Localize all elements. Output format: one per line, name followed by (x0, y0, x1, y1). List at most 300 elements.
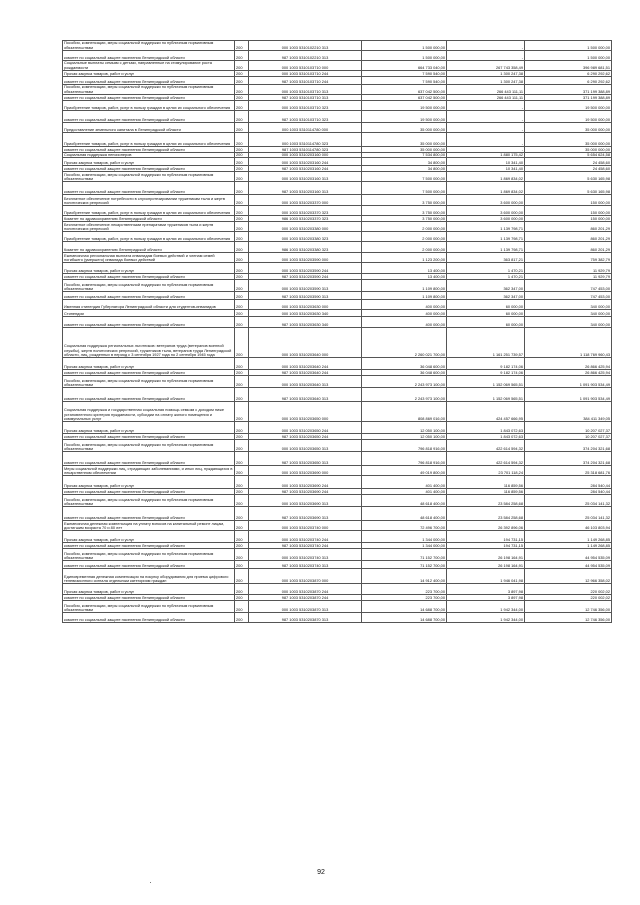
row-name: Приобретение товаров, работ, услуг в пользу граждан в целях их социального обеспечения (63, 232, 235, 242)
row-executed-amount: 1 152 069 565,51 (447, 376, 525, 388)
row-code: 200 (235, 613, 249, 623)
row-code: 200 (235, 71, 249, 77)
page-number: 92 (317, 869, 325, 876)
row-remaining-amount: 220 002,02 (525, 595, 612, 601)
row-remaining-amount: 26 866 425,94 (525, 370, 612, 376)
row-executed-amount: 1 942 344,00 (447, 601, 525, 613)
row-remaining-amount: 1 149 268,85 (525, 531, 612, 543)
row-executed-amount: 1 470,21 (447, 263, 525, 274)
row-kbk: 987 1003 5310103710 313 (249, 95, 362, 101)
row-kbk: 987 1003 5310203650 244 (249, 434, 362, 440)
row-plan-amount: 2 000 000,00 (362, 222, 447, 232)
row-code: 200 (235, 476, 249, 489)
row-remaining-amount: 44 954 535,09 (525, 561, 612, 569)
row-executed-amount: 1 942 344,00 (447, 613, 525, 623)
row-executed-amount: 26 198 164,91 (447, 549, 525, 561)
row-remaining-amount: 1 500 000,00 (525, 51, 612, 61)
row-name: Именная стипендия Губернатора Ленинградской области для студентов-инвалидов (63, 300, 235, 310)
table-row (63, 222, 612, 232)
row-name: Приобретение товаров, работ, услуг в пользу граждан в целях их социального обеспечения (63, 101, 235, 111)
row-code: 200 (235, 440, 249, 452)
row-executed-amount: 116 859,56 (447, 489, 525, 495)
row-name: Предоставление земельного капитала в Ленинградской области (63, 123, 235, 133)
row-plan-amount: 2 243 973 100,00 (362, 376, 447, 388)
row-executed-amount: 116 859,56 (447, 476, 525, 489)
row-remaining-amount: 340 000,00 (525, 310, 612, 317)
row-kbk: 000 1003 5310203590 244 (249, 263, 362, 274)
row-plan-amount: 1 500 000,00 (362, 41, 447, 51)
row-name: комитет по социальной защите населения Ленинградской области (63, 452, 235, 466)
row-remaining-amount: 220 002,02 (525, 584, 612, 595)
row-remaining-amount: 1 500 000,00 (525, 41, 612, 51)
row-plan-amount: 19 500 000,00 (362, 111, 447, 123)
row-plan-amount: 2 000 000,00 (362, 232, 447, 242)
row-remaining-amount: 340 000,00 (525, 300, 612, 310)
row-kbk: 000 1003 5310203590 000 (249, 253, 362, 263)
row-name: комитет по социальной защите населения Ленинградской области (63, 182, 235, 195)
row-code: 200 (235, 507, 249, 521)
table-row (63, 41, 612, 51)
row-code: 200 (235, 153, 249, 158)
row-plan-amount: 808 869 016,00 (362, 402, 447, 422)
row-name: Стипендии (63, 310, 235, 317)
row-executed-amount: 1 139 798,71 (447, 232, 525, 242)
row-plan-amount: 48 618 400,00 (362, 495, 447, 507)
row-name: Приобретение товаров, работ, услуг в пользу граждан в целях их социального обеспечения (63, 206, 235, 216)
row-plan-amount: 12 050 100,00 (362, 422, 447, 434)
row-executed-amount: 266 443 111,11 (447, 95, 525, 101)
row-kbk: 987 1003 5310203870 313 (249, 613, 362, 623)
row-name: Социальная поддержка пенсионеров (63, 153, 235, 158)
table-row (63, 172, 612, 182)
row-plan-amount: 3 750 000,00 (362, 206, 447, 216)
row-remaining-amount: 12 746 356,00 (525, 601, 612, 613)
table-row (63, 206, 612, 216)
row-code: 200 (235, 466, 249, 476)
row-kbk: 000 1003 5310203640 244 (249, 358, 362, 370)
row-name: комитет по социальной защите населения Ленинградской области (63, 507, 235, 521)
row-plan-amount: 36 048 600,00 (362, 370, 447, 376)
row-code: 200 (235, 358, 249, 370)
row-name: Бесплатное обеспечение лекарственными препаратами тружеников тыла и жертв политических репрессий (63, 222, 235, 232)
row-name: Прочая закупка товаров, работ и услуг (63, 531, 235, 543)
row-code: 200 (235, 452, 249, 466)
row-kbk: 000 1003 5310102210 313 (249, 41, 362, 51)
row-plan-amount: 3 750 000,00 (362, 216, 447, 222)
row-kbk: 000 1003 5310103710 313 (249, 85, 362, 95)
row-plan-amount: 796 818 916,00 (362, 452, 447, 466)
row-plan-amount: 7 590 540,00 (362, 71, 447, 77)
row-kbk: 000 1003 5310203870 244 (249, 584, 362, 595)
table-row (63, 521, 612, 531)
table-row (63, 507, 612, 521)
row-name: Приобретение товаров, работ, услуг в пользу граждан в целях их социального обеспечения (63, 133, 235, 147)
row-name: Пособия, компенсации, меры социальной поддержки по публичным нормативным обязательствам (63, 549, 235, 561)
row-remaining-amount: 150 000,00 (525, 216, 612, 222)
row-kbk: 000 1003 5310203380 323 (249, 232, 362, 242)
row-name: Социальная поддержка и государственная социальная помощь семьям с доходом ниже установленного критерия нуждаемости, субсидии на оплату жилого помещения и коммунальных услуг (63, 402, 235, 422)
row-name: Пособия, компенсации, меры социальной поддержки по публичным нормативным обязательствам (63, 376, 235, 388)
table-row (63, 195, 612, 206)
row-code: 200 (235, 584, 249, 595)
row-plan-amount: 7 590 540,00 (362, 77, 447, 85)
row-plan-amount: 48 618 400,00 (362, 507, 447, 521)
row-name: Пособия, компенсации, меры социальной поддержки по публичным нормативным обязательствам (63, 85, 235, 95)
table-row (63, 531, 612, 543)
row-code: 200 (235, 300, 249, 310)
row-executed-amount: 1 300 247,38 (447, 71, 525, 77)
row-kbk: 987 1003 5310102210 313 (249, 51, 362, 61)
row-kbk: 987 1003 5310203630 340 (249, 317, 362, 328)
row-code: 200 (235, 280, 249, 292)
row-code: 200 (235, 101, 249, 111)
row-code: 200 (235, 543, 249, 549)
row-kbk: 000 1003 5310203590 313 (249, 280, 362, 292)
row-code: 200 (235, 206, 249, 216)
row-plan-amount: 14 688 700,00 (362, 613, 447, 623)
row-code: 200 (235, 376, 249, 388)
row-remaining-amount: 12 746 356,00 (525, 613, 612, 623)
row-executed-amount: 3 897,98 (447, 595, 525, 601)
row-kbk: 000 1003 5310203650 244 (249, 422, 362, 434)
row-name: Комитет по здравоохранению Ленинградской области (63, 242, 235, 253)
table-row (63, 182, 612, 195)
row-remaining-amount: 11 929,79 (525, 263, 612, 274)
row-remaining-amount: 6 290 292,62 (525, 71, 612, 77)
row-remaining-amount: 5 654 624,58 (525, 153, 612, 158)
row-remaining-amount: 860 201,29 (525, 242, 612, 253)
row-name: комитет по социальной защите населения Ленинградской области (63, 489, 235, 495)
row-code: 200 (235, 328, 249, 358)
row-name: комитет по социальной защите населения Ленинградской области (63, 317, 235, 328)
row-name: Социальная поддержка региональных льготников: ветеранов труда (ветеранов военной службы), жертв политических репрессий, тружеников тыла, ветеранов труда Ленинградской области, лиц, рожденных в период с 3 сентября 1927 года по 2 сентября 1945 года (63, 328, 235, 358)
row-kbk: 986 1003 5310203370 323 (249, 216, 362, 222)
row-code: 200 (235, 147, 249, 153)
row-plan-amount: 1 500 000,00 (362, 51, 447, 61)
row-remaining-amount: 384 411 349,05 (525, 402, 612, 422)
row-kbk: 000 1003 5310203650 313 (249, 440, 362, 452)
row-executed-amount: 60 000,00 (447, 310, 525, 317)
row-remaining-amount: 747 453,00 (525, 292, 612, 300)
table-row (63, 328, 612, 358)
row-plan-amount: 400 000,00 (362, 317, 447, 328)
row-executed-amount: 1 152 069 565,51 (447, 388, 525, 402)
row-code: 200 (235, 569, 249, 584)
row-remaining-amount: 150 000,00 (525, 206, 612, 216)
row-kbk: 987 1003 5310203590 244 (249, 274, 362, 280)
row-remaining-amount: 860 201,29 (525, 222, 612, 232)
table-row (63, 613, 612, 623)
row-executed-amount: - (447, 133, 525, 147)
row-name: Пособия, компенсации, меры социальной поддержки по публичным нормативным обязательствам (63, 280, 235, 292)
row-executed-amount: 9 182 174,06 (447, 358, 525, 370)
row-executed-amount: 422 614 594,32 (447, 452, 525, 466)
row-name: комитет по социальной защите населения Ленинградской области (63, 292, 235, 300)
row-executed-amount: 1 161 251 739,57 (447, 328, 525, 358)
row-remaining-amount: 340 000,00 (525, 317, 612, 328)
row-remaining-amount: 6 290 292,62 (525, 77, 612, 85)
row-executed-amount: 23 584 258,68 (447, 507, 525, 521)
row-plan-amount: 223 700,00 (362, 595, 447, 601)
row-plan-amount: 7 500 000,00 (362, 182, 447, 195)
row-plan-amount: 664 733 040,00 (362, 61, 447, 71)
row-executed-amount: 1 139 798,71 (447, 242, 525, 253)
row-code: 200 (235, 85, 249, 95)
row-plan-amount: 12 050 100,00 (362, 434, 447, 440)
row-remaining-amount: 10 207 027,37 (525, 422, 612, 434)
row-kbk: 987 1003 5310203650 313 (249, 452, 362, 466)
row-plan-amount: 35 000 000,00 (362, 123, 447, 133)
row-kbk: 987 1003 5310203690 313 (249, 507, 362, 521)
row-name: Пособия, компенсации, меры социальной поддержки по публичным нормативным обязательствам (63, 495, 235, 507)
table-row (63, 280, 612, 292)
row-executed-amount: 3 897,98 (447, 584, 525, 595)
row-remaining-amount: 35 000 000,00 (525, 147, 612, 153)
table-row (63, 232, 612, 242)
row-remaining-amount: 12 966 358,02 (525, 569, 612, 584)
row-name: комитет по социальной защите населения Ленинградской области (63, 95, 235, 101)
row-executed-amount: - (447, 41, 525, 51)
row-plan-amount: 223 700,00 (362, 584, 447, 595)
row-executed-amount: 10 341,40 (447, 158, 525, 166)
row-kbk: 987 1003 5310103710 244 (249, 77, 362, 85)
row-executed-amount: 60 000,00 (447, 300, 525, 310)
row-code: 200 (235, 422, 249, 434)
row-executed-amount: 424 457 666,95 (447, 402, 525, 422)
row-executed-amount: 1 869 834,02 (447, 182, 525, 195)
row-plan-amount: 796 818 916,00 (362, 440, 447, 452)
table-row (63, 310, 612, 317)
row-executed-amount: 3 600 000,00 (447, 216, 525, 222)
table-row (63, 101, 612, 111)
row-plan-amount: 35 000 000,00 (362, 133, 447, 147)
row-code: 200 (235, 182, 249, 195)
row-executed-amount: - (447, 111, 525, 123)
row-code: 200 (235, 274, 249, 280)
table-row (63, 263, 612, 274)
row-kbk: 987 1003 5310203870 244 (249, 595, 362, 601)
row-plan-amount: 14 912 400,00 (362, 569, 447, 584)
table-row (63, 85, 612, 95)
row-name: комитет по социальной защите населения Ленинградской области (63, 147, 235, 153)
table-row (63, 123, 612, 133)
row-executed-amount: 1 843 072,63 (447, 422, 525, 434)
row-plan-amount: 71 152 700,00 (362, 561, 447, 569)
row-code: 200 (235, 158, 249, 166)
table-row (63, 51, 612, 61)
row-kbk: 000 1003 5310203630 340 (249, 310, 362, 317)
row-name: Прочая закупка товаров, работ и услуг (63, 358, 235, 370)
row-plan-amount: 13 400,00 (362, 263, 447, 274)
row-kbk: 987 1003 5310103710 323 (249, 111, 362, 123)
row-name: Прочая закупка товаров, работ и услуг (63, 584, 235, 595)
row-remaining-amount: 5 630 165,98 (525, 172, 612, 182)
table-row (63, 158, 612, 166)
table-body (63, 41, 612, 623)
table-row (63, 476, 612, 489)
row-name: комитет по социальной защите населения Ленинградской области (63, 595, 235, 601)
row-kbk: 000 1003 5310203160 000 (249, 153, 362, 158)
row-code: 200 (235, 232, 249, 242)
row-executed-amount: 266 443 111,11 (447, 85, 525, 95)
table-row (63, 133, 612, 147)
table-row (63, 569, 612, 584)
row-plan-amount: 35 000 000,00 (362, 147, 447, 153)
row-executed-amount: 1 946 041,98 (447, 569, 525, 584)
row-plan-amount: 2 260 021 700,00 (362, 328, 447, 358)
row-kbk: 000 1003 5310103710 000 (249, 61, 362, 71)
row-kbk: 000 1003 5310203630 000 (249, 300, 362, 310)
row-remaining-amount: 11 929,79 (525, 274, 612, 280)
row-remaining-amount: 35 000 000,00 (525, 123, 612, 133)
table-row (63, 358, 612, 370)
row-remaining-amount: 284 540,44 (525, 489, 612, 495)
row-remaining-amount: 1 091 903 534,49 (525, 376, 612, 388)
row-kbk: 987 1003 5310203690 244 (249, 489, 362, 495)
row-name: комитет по социальной защите населения Ленинградской области (63, 166, 235, 172)
table-row (63, 77, 612, 85)
row-executed-amount: 60 000,00 (447, 317, 525, 328)
row-remaining-amount: 1 118 769 960,43 (525, 328, 612, 358)
table-row (63, 549, 612, 561)
row-name: Меры социальной поддержки лиц, страдающих заболеваниями, и иных лиц, нуждающихся в лекарственном обеспечении (63, 466, 235, 476)
row-plan-amount: 3 750 000,00 (362, 195, 447, 206)
row-code: 200 (235, 242, 249, 253)
row-plan-amount: 637 042 500,00 (362, 95, 447, 101)
row-kbk: 000 1003 5310203380 000 (249, 222, 362, 232)
row-plan-amount: 401 400,00 (362, 476, 447, 489)
row-code: 200 (235, 195, 249, 206)
row-executed-amount: 363 817,21 (447, 253, 525, 263)
row-remaining-amount: 19 500 000,00 (525, 101, 612, 111)
row-kbk: 000 1003 5310203640 313 (249, 376, 362, 388)
row-executed-amount: - (447, 51, 525, 61)
row-remaining-amount: 25 034 141,32 (525, 495, 612, 507)
table-row (63, 111, 612, 123)
row-remaining-amount: 1 091 903 534,49 (525, 388, 612, 402)
row-executed-amount: 23 701 118,24 (447, 466, 525, 476)
row-code: 200 (235, 531, 249, 543)
row-name: Прочая закупка товаров, работ и услуг (63, 158, 235, 166)
row-plan-amount: 2 243 973 100,00 (362, 388, 447, 402)
table-row (63, 452, 612, 466)
row-code: 200 (235, 292, 249, 300)
row-remaining-amount: 10 207 027,37 (525, 434, 612, 440)
row-code: 200 (235, 253, 249, 263)
row-name: комитет по социальной защите населения Ленинградской области (63, 613, 235, 623)
row-executed-amount: 422 614 594,32 (447, 440, 525, 452)
row-executed-amount: 194 731,15 (447, 543, 525, 549)
row-name: Социальные выплаты семьям с детьми, направленные на стимулирование роста рождаемости (63, 61, 235, 71)
row-name: Пособия, компенсации, меры социальной поддержки по публичным нормативным обязательствам (63, 41, 235, 51)
row-code: 200 (235, 77, 249, 85)
row-executed-amount: 1 843 072,63 (447, 434, 525, 440)
table-row (63, 561, 612, 569)
row-remaining-amount: 396 989 681,51 (525, 61, 612, 71)
row-name: комитет по социальной защите населения Ленинградской области (63, 77, 235, 85)
table-row (63, 61, 612, 71)
row-name: Ежемесячная региональная выплата инвалидам боевых действий и членам семей погибшего (умершего) инвалида боевых действий (63, 253, 235, 263)
row-remaining-amount: 25 034 141,32 (525, 507, 612, 521)
row-executed-amount: 1 470,21 (447, 274, 525, 280)
row-code: 200 (235, 166, 249, 172)
row-executed-amount: 26 198 164,91 (447, 561, 525, 569)
row-kbk: 987 1003 5310203740 244 (249, 543, 362, 549)
table-row (63, 466, 612, 476)
row-kbk: 000 1003 5310203650 000 (249, 402, 362, 422)
row-plan-amount: 401 400,00 (362, 489, 447, 495)
row-code: 200 (235, 561, 249, 569)
row-kbk: 000 1003 5310203690 000 (249, 466, 362, 476)
table-row (63, 495, 612, 507)
row-kbk: 000 1003 5310103710 323 (249, 101, 362, 111)
row-name: Прочая закупка товаров, работ и услуг (63, 263, 235, 274)
table-row (63, 584, 612, 595)
row-name: комитет по социальной защите населения Ленинградской области (63, 388, 235, 402)
row-kbk: 987 1003 5310203640 244 (249, 370, 362, 376)
table-row (63, 601, 612, 613)
row-name: комитет по социальной защите населения Ленинградской области (63, 111, 235, 123)
table-row (63, 242, 612, 253)
row-plan-amount: 7 534 800,00 (362, 153, 447, 158)
row-kbk: 987 1003 5310203640 313 (249, 388, 362, 402)
row-plan-amount: 1 123 200,00 (362, 253, 447, 263)
row-code: 200 (235, 595, 249, 601)
row-name: Ежемесячная денежная компенсация на уплату взносов на капитальный ремонт лицам, достигшим возраста 70 и 80 лет (63, 521, 235, 531)
row-executed-amount: 1 139 798,71 (447, 222, 525, 232)
row-name: комитет по социальной защите населения Ленинградской области (63, 543, 235, 549)
row-code: 200 (235, 310, 249, 317)
row-executed-amount: 23 584 258,68 (447, 495, 525, 507)
row-name: Бесплатное обеспечение потребности в слухопротезировании труженикам тыла и жертв политических репрессий (63, 195, 235, 206)
row-executed-amount: - (447, 123, 525, 133)
row-executed-amount: 362 347,00 (447, 280, 525, 292)
row-kbk: 000 1003 5310203870 313 (249, 601, 362, 613)
row-code: 200 (235, 489, 249, 495)
row-plan-amount: 400 000,00 (362, 300, 447, 310)
row-code: 200 (235, 263, 249, 274)
row-plan-amount: 34 800,00 (362, 158, 447, 166)
row-plan-amount: 2 000 000,00 (362, 242, 447, 253)
row-name: Комитет по здравоохранению Ленинградской области (63, 216, 235, 222)
row-remaining-amount: 371 199 388,89 (525, 85, 612, 95)
row-code: 200 (235, 111, 249, 123)
row-name: Пособия, компенсации, меры социальной поддержки по публичным нормативным обязательствам (63, 172, 235, 182)
row-code: 200 (235, 601, 249, 613)
row-kbk: 000 1003 5310203870 000 (249, 569, 362, 584)
row-code: 200 (235, 370, 249, 376)
row-kbk: 000 1003 5310103710 244 (249, 71, 362, 77)
row-code: 200 (235, 388, 249, 402)
row-executed-amount: 194 731,15 (447, 531, 525, 543)
row-name: Прочая закупка товаров, работ и услуг (63, 71, 235, 77)
row-remaining-amount: 860 201,29 (525, 232, 612, 242)
row-executed-amount: 9 182 174,06 (447, 370, 525, 376)
row-remaining-amount: 19 500 000,00 (525, 111, 612, 123)
table-row (63, 440, 612, 452)
row-code: 200 (235, 41, 249, 51)
row-plan-amount: 637 042 500,00 (362, 85, 447, 95)
row-kbk: 000 1003 5310203740 000 (249, 521, 362, 531)
row-remaining-amount: 5 630 165,98 (525, 182, 612, 195)
row-plan-amount: 1 109 800,00 (362, 292, 447, 300)
row-plan-amount: 72 496 700,00 (362, 521, 447, 531)
row-remaining-amount: 747 453,00 (525, 280, 612, 292)
row-plan-amount: 1 344 000,00 (362, 543, 447, 549)
table-row (63, 422, 612, 434)
row-remaining-amount: 25 318 681,76 (525, 466, 612, 476)
row-code: 200 (235, 61, 249, 71)
